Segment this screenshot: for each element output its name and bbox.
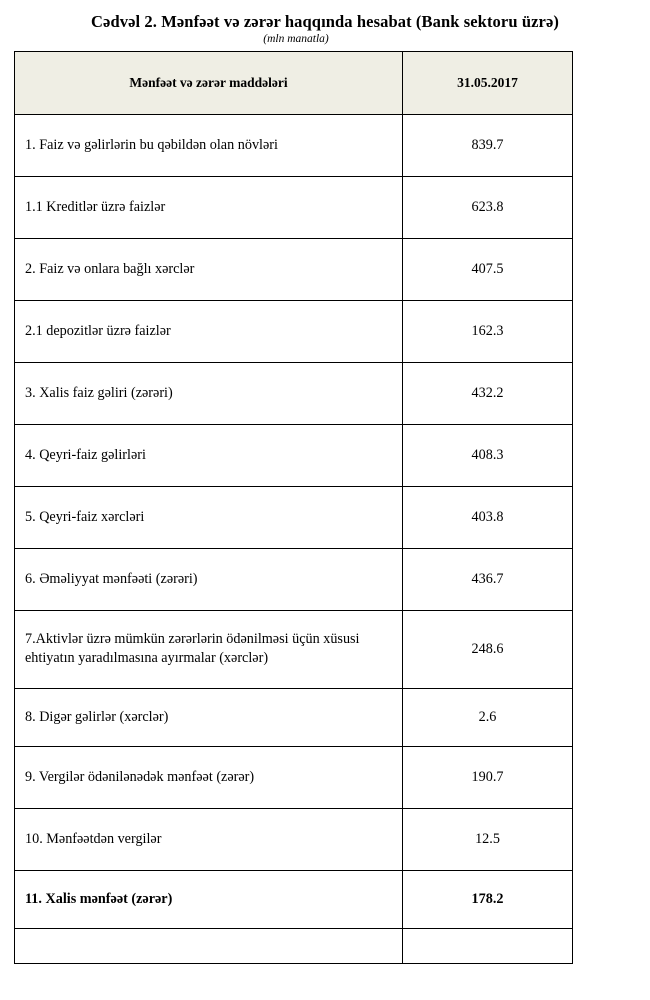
row-value: 248.6 bbox=[403, 610, 573, 688]
table-row bbox=[15, 486, 573, 548]
row-label: 4. Qeyri-faiz gəlirləri bbox=[15, 424, 403, 486]
table-row-total bbox=[15, 870, 573, 928]
units-subtitle: (mln manatla) bbox=[263, 32, 329, 45]
row-label: 9. Vergilər ödənilənədək mənfəət (zərər) bbox=[15, 746, 403, 808]
row-value: 178.2 bbox=[403, 870, 573, 928]
row-value: 12.5 bbox=[403, 808, 573, 870]
table-row bbox=[15, 238, 573, 300]
table-row bbox=[15, 688, 573, 746]
row-label: 3. Xalis faiz gəliri (zərəri) bbox=[15, 362, 403, 424]
table-row bbox=[15, 424, 573, 486]
row-label: 2. Faiz və onlara bağlı xərclər bbox=[15, 238, 403, 300]
row-label: 6. Əməliyyat mənfəəti (zərəri) bbox=[15, 548, 403, 610]
row-label: 10. Mənfəətdən vergilər bbox=[15, 808, 403, 870]
row-value: 2.6 bbox=[403, 688, 573, 746]
table-row bbox=[15, 610, 573, 688]
page-title: Cədvəl 2. Mənfəət və zərər haqqında hesabat (Bank sektoru üzrə) bbox=[91, 12, 559, 31]
row-label: 2.1 depozitlər üzrə faizlər bbox=[15, 300, 403, 362]
row-value: 190.7 bbox=[403, 746, 573, 808]
row-label: 1.1 Kreditlər üzrə faizlər bbox=[15, 176, 403, 238]
row-label: 11. Xalis mənfəət (zərər) bbox=[15, 870, 403, 928]
row-label: 5. Qeyri-faiz xərcləri bbox=[15, 486, 403, 548]
table-row bbox=[15, 548, 573, 610]
row-label: 8. Digər gəlirlər (xərclər) bbox=[15, 688, 403, 746]
column-header-label: Mənfəət və zərər maddələri bbox=[15, 51, 403, 114]
empty-cell-value bbox=[403, 928, 573, 963]
row-label: 1. Faiz və gəlirlərin bu qəbildən olan növləri bbox=[15, 114, 403, 176]
column-header-value: 31.05.2017 bbox=[403, 51, 573, 114]
table-header bbox=[15, 51, 573, 114]
table-row bbox=[15, 808, 573, 870]
table-row bbox=[15, 300, 573, 362]
table-row bbox=[15, 176, 573, 238]
profit-loss-table bbox=[14, 51, 573, 964]
row-value: 408.3 bbox=[403, 424, 573, 486]
table-row-empty bbox=[15, 928, 573, 963]
table-body bbox=[15, 114, 573, 963]
row-value: 407.5 bbox=[403, 238, 573, 300]
row-value: 623.8 bbox=[403, 176, 573, 238]
row-value: 403.8 bbox=[403, 486, 573, 548]
row-value: 839.7 bbox=[403, 114, 573, 176]
row-value: 432.2 bbox=[403, 362, 573, 424]
row-label: 7.Aktivlər üzrə mümkün zərərlərin ödənilməsi üçün xüsusi ehtiyatın yaradılmasına ayırmalar (xərclər) bbox=[15, 610, 403, 688]
row-value: 162.3 bbox=[403, 300, 573, 362]
table-row bbox=[15, 746, 573, 808]
table-row bbox=[15, 362, 573, 424]
row-value: 436.7 bbox=[403, 548, 573, 610]
table-row bbox=[15, 114, 573, 176]
empty-cell-label bbox=[15, 928, 403, 963]
